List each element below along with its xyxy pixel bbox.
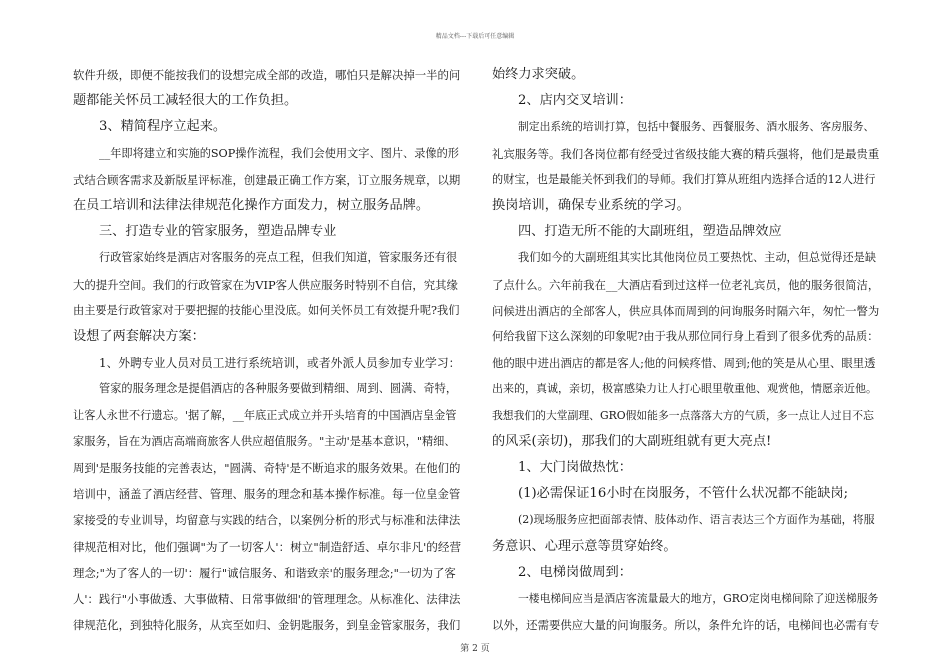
- text-line: 何给我留下这么深刻的印象呢?由于我从那位同行身上看到了很多优秀的品质：: [492, 330, 879, 344]
- right-column: [492, 62, 880, 638]
- text-line: 礼宾服务等。我们各岗位都有经受过省级技能大赛的精兵强将，他们是最贵重: [492, 146, 880, 161]
- text-line: 以外，还需要供应大量的问询服务。所以，条件允许的话，电梯间也必需有专: [492, 618, 880, 633]
- text-line: 律规范相对比，他们强调"为了一切客人'：树立"制造舒适、卓尔非凡'的经营: [73, 539, 462, 554]
- text-line: 他的眼中进出酒店的都是客人;他的问候疼惜、周到;他的笑是从心里、眼里透: [492, 356, 876, 371]
- page-header: 精品文档---下载后可任意编辑: [435, 33, 515, 40]
- text-line: 周到'是服务技能的完善表达，"圆满、奇特'是不断追求的服务效果。在他们的: [73, 461, 461, 476]
- text-line: (1)必需保证16小时在岗服务，不管什么状况都不能缺岗;: [518, 486, 849, 502]
- text-line: 了点什么。六年前我在__大酒店看到过这样一位老礼宾员，他的服务很简洁，: [492, 277, 880, 292]
- text-line: 四、打造无所不能的大副班组，塑造品牌效应: [518, 224, 782, 240]
- text-line: 2、电梯岗做周到：: [518, 564, 632, 580]
- text-line: 1、外聘专业人员对员工进行系统培训，或者外派人员参加专业学习：: [99, 356, 461, 371]
- text-line: 在员工培训和法律法律规范化操作方面发力，树立服务品牌。: [73, 198, 430, 214]
- page-number: 第 2 页: [460, 644, 490, 654]
- text-line: 理念;"为了客人的一切'：履行"诚信服务、和谐致亲'的服务理念;"一切为了客: [73, 565, 456, 580]
- text-line: 由主要是行政管家对于要把握的技能心里没底。如何关怀员工有效提升呢?我们: [73, 303, 460, 317]
- text-line: 管家的服务理念是提倡酒店的各种服务要做到精细、周到、圆满、奇特，: [99, 382, 458, 396]
- text-line: __年即将建立和实施的SOP操作流程，我们会使用文字、图片、录像的形: [99, 146, 459, 160]
- text-line: 人'：践行"小事做透、大事做精、日常事做细'的管理理念。从标准化、法律法: [73, 592, 461, 607]
- text-line: 培训中，涵盖了酒店经营、管理、服务的理念和基本操作标准。每一位皇金管: [73, 487, 461, 502]
- text-line: 设想了两套解决方案：: [73, 329, 205, 345]
- text-line: 式结合顾客需求及新版星评标准，创建最正确工作方案，订立服务规章，以期: [73, 172, 461, 187]
- text-line: 让客人永世不行遗忘。'据了解，__年底正式成立并开头培育的中国酒店皇金管: [73, 408, 457, 422]
- text-line: 出来的，真诚，亲切，极富感染力让人打心眼里敬重他、观赏他，情愿亲近他。: [492, 382, 877, 396]
- text-line: (2)现场服务应把面部表情、肢体动作、语言表达三个方面作为基础，将服: [518, 513, 875, 527]
- text-line: 题都能关怀员工减轻很大的工作负担。: [73, 93, 298, 109]
- text-line: 行政管家始终是酒店对客服务的亮点工程，但我们知道，管家服务还有很: [99, 251, 458, 265]
- text-line: 的财宝，也是最能关怀到我们的导师。我们打算从班组内选择合适的12人进行: [492, 172, 876, 186]
- text-line: 律规范化，到独特化服务，从宾至如归、金钥匙服务，到皇金管家服务，我们: [73, 618, 461, 633]
- text-line: 问候进出酒店的全部客人，供应具体而周到的问询服务时隔六年，匆忙一瞥为: [492, 303, 880, 318]
- text-line: 大的提升空间。我们的行政管家在为VIP客人供应服务时特别不自信，究其缘: [73, 277, 458, 292]
- text-line: 务意识、心理示意等贯穿始终。: [492, 538, 677, 554]
- text-line: 软件升级，即便不能按我们的设想完成全部的改造，哪怕只是解决掉一半的问: [73, 68, 461, 82]
- text-line: 1、大门岗做热忱：: [518, 460, 632, 476]
- text-line: 家接受的专业训导，均留意与实践的结合，以案例分析的形式与标准和法律法: [73, 513, 461, 528]
- text-line: 换岗培训，确保专业系统的学习。: [492, 198, 690, 214]
- text-line: 2、店内交叉培训：: [518, 93, 632, 109]
- text-line: 我们如今的大副班组其实比其他岗位员工要热忱、主动，但总觉得还是缺: [518, 251, 877, 265]
- text-line: 始终力求突破。: [492, 67, 585, 82]
- text-line: 3、精简程序立起来。: [99, 119, 227, 135]
- text-line: 三、打造专业的管家服务，塑造品牌专业: [99, 224, 337, 240]
- text-line: 我想我们的大堂副理、GRO假如能多一点落落大方的气质，多一点让人过目不忘: [492, 408, 874, 422]
- text-line: 的风采(亲切)，那我们的大副班组就有更大亮点!: [492, 433, 772, 449]
- text-line: 家服务，旨在为酒店高端商旅客人供应超值服务。"主动'是基本意识，"精细、: [73, 434, 456, 448]
- left-column: [73, 62, 461, 638]
- text-line: 一楼电梯间应当是酒店客流量最大的地方，GRO定岗电梯间除了迎送梯服务: [518, 592, 879, 606]
- text-line: 制定出系统的培训打算，包括中餐服务、西餐服务、酒水服务、客房服务、: [518, 120, 875, 134]
